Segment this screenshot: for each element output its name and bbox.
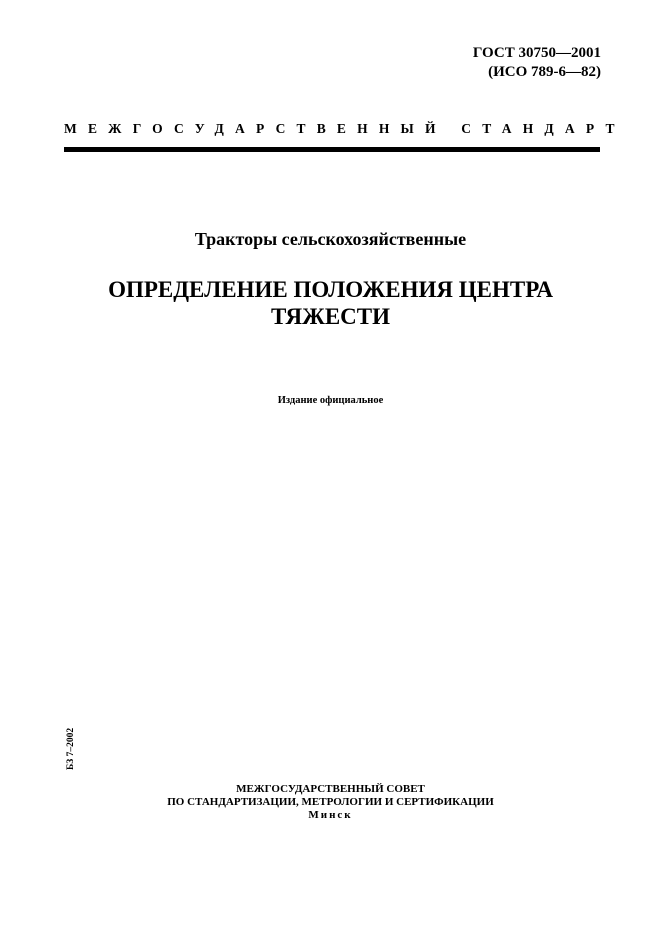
title-line-2: ТЯЖЕСТИ xyxy=(271,304,390,329)
standard-number: ГОСТ 30750—2001 xyxy=(472,45,601,61)
edition-note: Издание официальное xyxy=(277,395,384,406)
publisher-city: Минск xyxy=(308,809,353,821)
catalog-stamp: БЗ 7–2002 xyxy=(66,727,76,770)
series-label: МЕЖГОСУДАРСТВЕННЫЙ СТАНДАРТ xyxy=(64,121,626,136)
publisher-line-1: МЕЖГОСУДАРСТВЕННЫЙ СОВЕТ xyxy=(236,783,425,795)
document-subtitle: Тракторы сельскохозяйственные xyxy=(194,229,467,249)
title-line-1: ОПРЕДЕЛЕНИЕ ПОЛОЖЕНИЯ ЦЕНТРА xyxy=(108,277,553,302)
publisher-block xyxy=(0,783,661,822)
document-number-block xyxy=(473,44,601,82)
publisher-line-2: ПО СТАНДАРТИЗАЦИИ, МЕТРОЛОГИИ И СЕРТИФИКАЦИИ xyxy=(167,796,494,808)
iso-reference: (ИСО 789-6—82) xyxy=(488,64,601,80)
document-title xyxy=(0,276,661,330)
series-divider xyxy=(64,147,600,152)
